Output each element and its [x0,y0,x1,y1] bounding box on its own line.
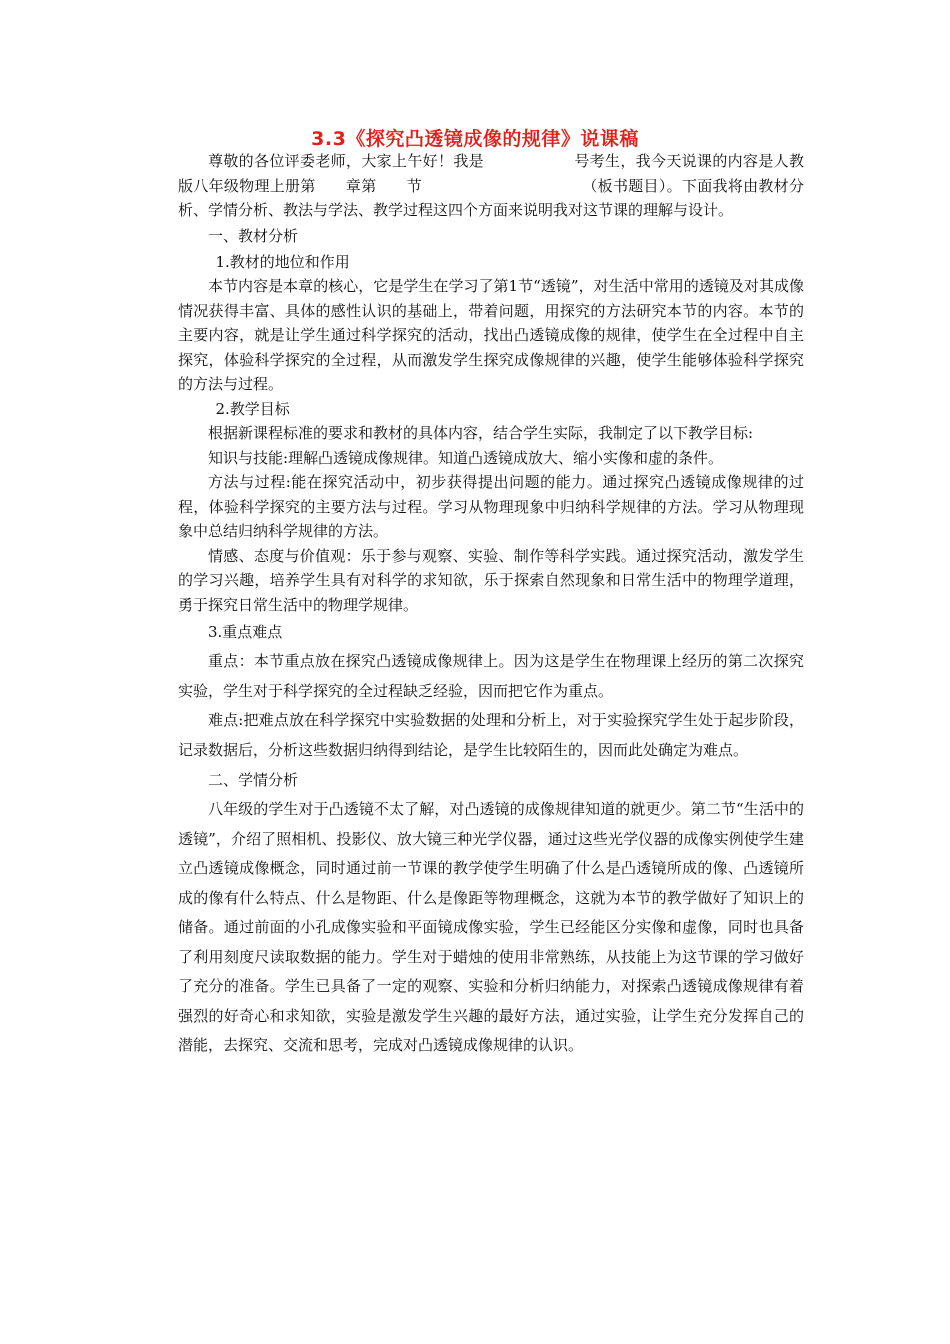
intro-text-4: 节 [406,176,423,195]
goal-emotion-values: 情感、态度与价值观：乐于参与观察、实验、制作等科学实践。通过探究活动，激发学生的学习兴趣，培养学生具有对科学的求知欲，乐于探索自然现象和日常生活中的物理学道理，勇于探究日常生活中的物理学规律。 [178,546,804,614]
section-heading-textbook: 一、教材分析 [208,226,299,245]
intro-text-5: （板书题目）。下面我将由教材分析、学情分析、教法与学法、教学过程这四个方面来说明我对这节课的理解与设计。 [178,176,804,219]
document-body [178,149,804,1061]
subheading-key-difficult: 3.重点难点 [208,623,283,641]
paragraph-position-role: 本节内容是本章的核心，它是学生在学习了第1节“透镜”，对生活中常用的透镜及对其成像情况获得丰富、具体的感性认识的基础上，带着问题，用探究的方法研究本节的内容。本节的主要内容，就是让学生通过科学探究的活动，找出凸透镜成像的规律，使学生在全过程中自主探究，体验科学探究的全过程，从而激发学生探究成像规律的兴趣，使学生能够体验科学探究的方法与过程。 [178,277,804,393]
paragraph-difficulty: 难点:把难点放在科学探究中实验数据的处理和分析上，对于实验探究学生处于起步阶段，记录数据后，分析这些数据归纳得到结论，是学生比较陌生的，因而此处确定为难点。 [178,711,804,759]
subheading-position-role: 1.教材的地位和作用 [215,252,350,271]
paragraph-teaching-goals: 根据新课程标准的要求和教材的具体内容，结合学生实际，我制定了以下教学目标: [208,424,754,442]
intro-text-1: 尊敬的各位评委老师，大家上午好！我是 [208,152,484,170]
section-heading-students: 二、学情分析 [208,771,299,789]
subheading-teaching-goals: 2.教学目标 [215,399,290,418]
document-title: 3.3《探究凸透镜成像的规律》说课稿 [311,128,639,150]
goal-knowledge-skills: 知识与技能:理解凸透镜成像规律。知道凸透镜成放大、缩小实像和虚的条件。 [208,448,724,467]
paragraph-students: 八年级的学生对于凸透镜不太了解，对凸透镜的成像规律知道的就更少。第二节“生活中的透镜”，介绍了照相机、投影仪、放大镜三种光学仪器，通过这些光学仪器的成像实例使学生建立凸透镜成像概念，同时通过前一节课的教学使学生明确了什么是凸透镜所成的像、凸透镜所成的像有什么特点、什么是物距、什么是像距等物理概念，这就为本节的教学做好了知识上的储备。通过前面的小孔成像实验和平面镜成像实验，学生已经能区分实像和虚像，同时也具备了利用刻度尺读取数据的能力。学生对于蜡烛的使用非常熟练，从技能上为这节课的学习做好了充分的准备。学生已具备了一定的观察、实验和分析归纳能力，对探索凸透镜成像规律有着强烈的好奇心和求知欲，实验是激发学生兴趣的最好方法，通过实验，让学生充分发挥自己的潜能，去探究、交流和思考，完成对凸透镜成像规律的认识。 [178,800,804,1054]
paragraph-key-point: 重点：本节重点放在探究凸透镜成像规律上。因为这是学生在物理课上经历的第二次探究实验，学生对于科学探究的全过程缺乏经验，因而把它作为重点。 [178,652,804,700]
intro-text-2: 号考生，我今天说课的内容是人教版八年级物理上册第 [178,152,804,195]
intro-paragraph [178,149,804,223]
intro-text-3: 章第 [345,176,377,195]
goal-method-process: 方法与过程:能在探究活动中，初步获得提出问题的能力。通过探究凸透镜成像规律的过程，体验科学探究的主要方法与过程。学习从物理现象中归纳科学规律的方法。学习从物理现象中总结归纳科学规律的方法。 [178,473,804,540]
